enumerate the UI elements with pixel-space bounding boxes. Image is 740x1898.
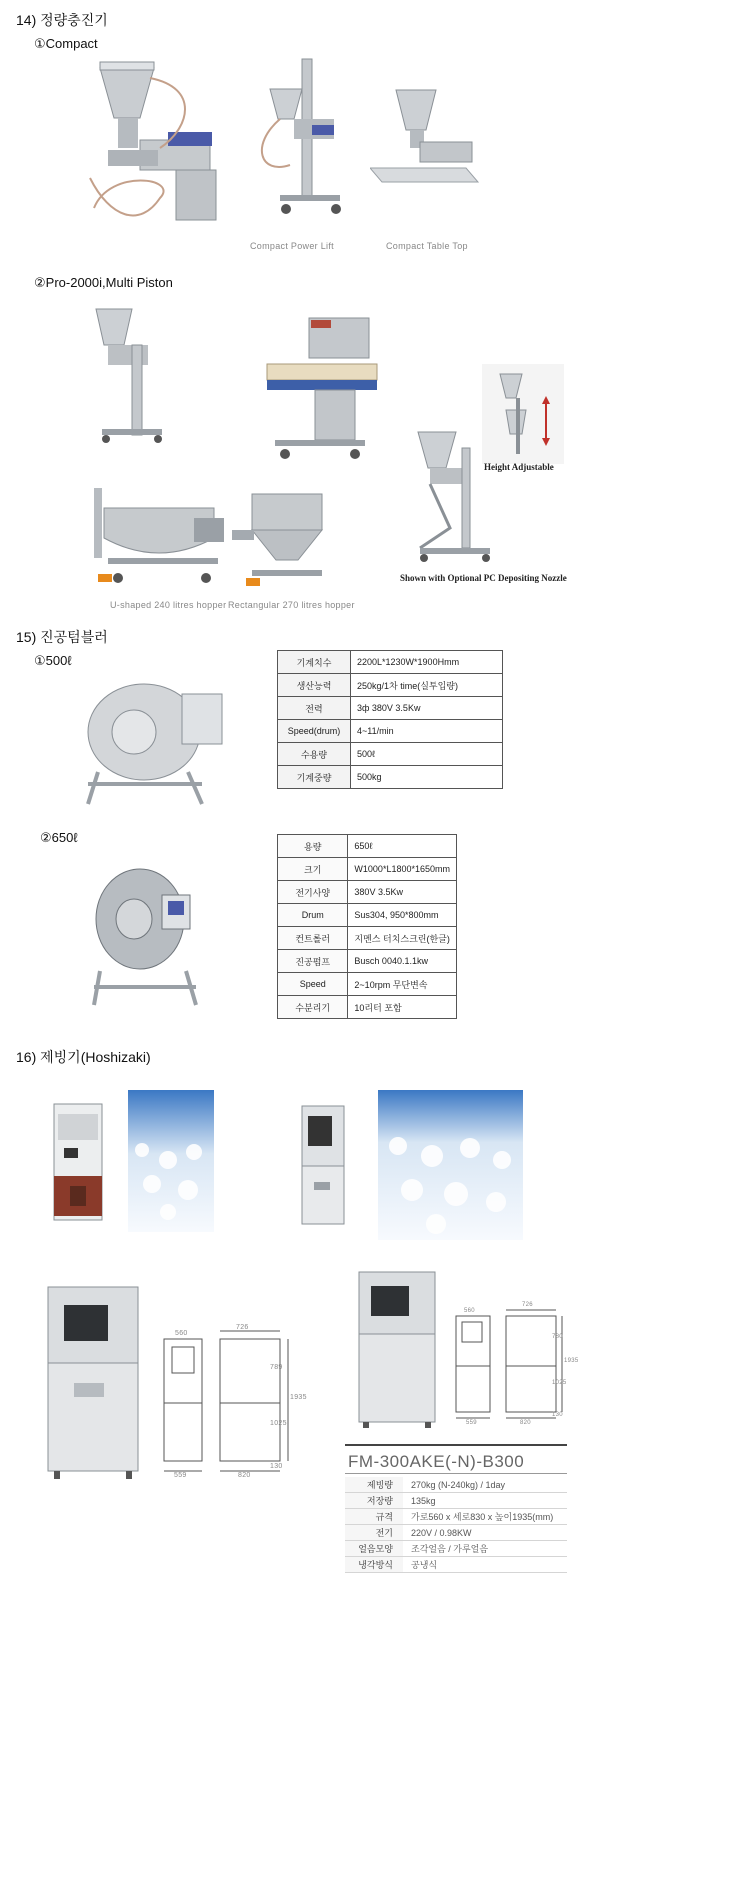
tumbler-t650-row <box>278 858 457 881</box>
dimension-drawing-left <box>160 1325 300 1483</box>
ice-spec-value: 가로560 x 세로830 x 높이1935(mm) <box>411 1512 554 1522</box>
tumbler-t500-value: 250kg/1차 time(실투입량) <box>351 674 503 697</box>
tumbler-650-label: ②650ℓ <box>40 830 78 845</box>
tumbler-t650-value: Busch 0040.1.1kw <box>348 950 457 973</box>
dim-right-h1: 780 <box>552 1334 563 1340</box>
ice-spec-row <box>345 1477 567 1493</box>
tumbler-t650-key: 크기 <box>278 858 348 881</box>
ice-maker-large-left-image <box>44 1283 142 1483</box>
tumbler-t500-value: 4~11/min <box>351 720 503 743</box>
tumbler-t650-value: 650ℓ <box>348 835 457 858</box>
dim-left-h3: 1025 <box>270 1420 287 1427</box>
tumbler-t650-row <box>278 904 457 927</box>
ice-spec-key: 저장량 <box>345 1493 403 1508</box>
tumbler-t500-row <box>278 743 503 766</box>
section-15-heading: 15) 진공텀블러 <box>16 629 108 645</box>
dim-right-h3: 1025 <box>552 1380 567 1386</box>
tumbler-t650-value: W1000*L1800*1650mm <box>348 858 457 881</box>
model-rule <box>345 1444 567 1446</box>
tumbler-t650-value: 2~10rpm 무단변속 <box>348 973 457 996</box>
tumbler-t500-row <box>278 697 503 720</box>
tumbler-t650-key: Drum <box>278 904 348 927</box>
caption-table-top: Compact Table Top <box>386 241 468 251</box>
tumbler-t650-value: 10리터 포함 <box>348 996 457 1019</box>
dim-left-b1: 559 <box>174 1472 187 1479</box>
dim-right-h2: 1935 <box>564 1358 579 1364</box>
pro-stand-nozzle-image <box>400 428 500 566</box>
ice-spec-row <box>345 1557 567 1573</box>
tumbler-t650-key: 용량 <box>278 835 348 858</box>
tumbler-500-label: ①500ℓ <box>34 653 72 668</box>
tumbler-t650-key: 전기사양 <box>278 881 348 904</box>
ice-spec-value: 220V / 0.98KW <box>411 1527 472 1538</box>
tumbler-t500-row <box>278 651 503 674</box>
tumbler-t500-row <box>278 766 503 789</box>
tumbler-t500-value: 500ℓ <box>351 743 503 766</box>
tumbler-t500-key: 전력 <box>278 697 351 720</box>
ice-maker-large-right-image <box>355 1268 439 1430</box>
ice-spec-row <box>345 1525 567 1541</box>
tumbler-t650-row <box>278 950 457 973</box>
tumbler-t500-value: 500kg <box>351 766 503 789</box>
rectangular-hopper-image <box>232 490 328 590</box>
ice-spec-value: 135kg <box>411 1495 436 1506</box>
nozzle-note: Shown with Optional PC Depositing Nozzle <box>400 573 567 583</box>
ice-photo-left <box>128 1090 214 1232</box>
tumbler-t650-key: 수분리기 <box>278 996 348 1019</box>
caption-u-shaped: U-shaped 240 litres hopper <box>110 600 227 610</box>
tumbler-500-image <box>78 672 232 812</box>
tumbler-t650-key: Speed <box>278 973 348 996</box>
dim-left-w: 560 <box>175 1330 188 1337</box>
tumbler-t650-row <box>278 996 457 1019</box>
dim-right-b1: 559 <box>466 1420 477 1426</box>
caption-power-lift: Compact Power Lift <box>250 241 334 251</box>
tumbler-t500-key: 기계중량 <box>278 766 351 789</box>
u-shaped-hopper-image <box>94 478 228 590</box>
tumbler-t650-row <box>278 881 457 904</box>
compact-table-top-image <box>370 86 482 196</box>
tumbler-t650-row <box>278 927 457 950</box>
multi-piston-depositor-image <box>265 314 385 464</box>
pro-lift-filler-image <box>92 305 172 445</box>
tumbler-t650-value: 380V 3.5Kw <box>348 881 457 904</box>
tumbler-t500-key: Speed(drum) <box>278 720 351 743</box>
ice-spec-key: 전기 <box>345 1525 403 1540</box>
compact-label: ①Compact <box>34 36 98 51</box>
dim-right-w: 560 <box>464 1308 475 1314</box>
pro-label: ②Pro-2000i,Multi Piston <box>34 275 173 290</box>
ice-maker-tall-image <box>298 1102 348 1230</box>
dim-left-top: 726 <box>236 1324 249 1331</box>
tumbler-500-spec-table <box>277 650 503 789</box>
dim-left-b2: 820 <box>238 1472 251 1479</box>
compact-filler-image <box>80 58 228 244</box>
model-name: FM-300AKE(-N)-B300 <box>348 1452 525 1471</box>
tumbler-t650-row <box>278 835 457 858</box>
model-underline <box>345 1473 567 1474</box>
ice-spec-key: 냉각방식 <box>345 1557 403 1572</box>
tumbler-t650-value: 지멘스 터치스크린(한글) <box>348 927 457 950</box>
tumbler-t500-key: 수용량 <box>278 743 351 766</box>
tumbler-t500-row <box>278 720 503 743</box>
tumbler-t650-row <box>278 973 457 996</box>
height-adjustable-note: Height Adjustable <box>484 462 554 472</box>
tumbler-650-spec-table <box>277 834 457 1019</box>
tumbler-t500-value: 2200L*1230W*1900Hmm <box>351 651 503 674</box>
tumbler-t500-value: 3ф 380V 3.5Kw <box>351 697 503 720</box>
ice-maker-spec-list <box>345 1477 567 1573</box>
tumbler-t500-key: 기계치수 <box>278 651 351 674</box>
tumbler-t650-key: 컨트롤러 <box>278 927 348 950</box>
caption-rectangular: Rectangular 270 litres hopper <box>228 600 355 610</box>
dim-right-h4: 130 <box>552 1412 563 1418</box>
ice-maker-small-image <box>50 1100 106 1226</box>
dim-left-h2: 1935 <box>290 1394 307 1401</box>
ice-spec-value: 공냉식 <box>411 1560 438 1570</box>
tumbler-t500-key: 생산능력 <box>278 674 351 697</box>
ice-spec-row <box>345 1509 567 1525</box>
ice-spec-key: 규격 <box>345 1509 403 1524</box>
ice-photo-right <box>378 1090 523 1240</box>
tumbler-t650-value: Sus304, 950*800mm <box>348 904 457 927</box>
tumbler-t650-key: 진공펌프 <box>278 950 348 973</box>
section-16-heading: 16) 제빙기(Hoshizaki) <box>16 1049 151 1065</box>
dim-right-top: 726 <box>522 1302 533 1308</box>
dim-right-b2: 820 <box>520 1420 531 1426</box>
dimension-drawing-right <box>452 1306 572 1426</box>
section-14-heading: 14) 정량충진기 <box>16 12 108 28</box>
ice-spec-value: 조각얼음 / 가루얼음 <box>411 1544 489 1554</box>
dim-left-h4: 130 <box>270 1463 283 1470</box>
ice-spec-key: 얼음모양 <box>345 1541 403 1556</box>
ice-spec-row <box>345 1493 567 1509</box>
ice-spec-row <box>345 1541 567 1557</box>
ice-spec-value: 270kg (N-240kg) / 1day <box>411 1479 506 1490</box>
tumbler-650-image <box>90 855 208 1013</box>
tumbler-t500-row <box>278 674 503 697</box>
compact-power-lift-image <box>250 55 360 225</box>
dim-left-h1: 789 <box>270 1364 283 1371</box>
ice-spec-key: 제빙량 <box>345 1477 403 1492</box>
